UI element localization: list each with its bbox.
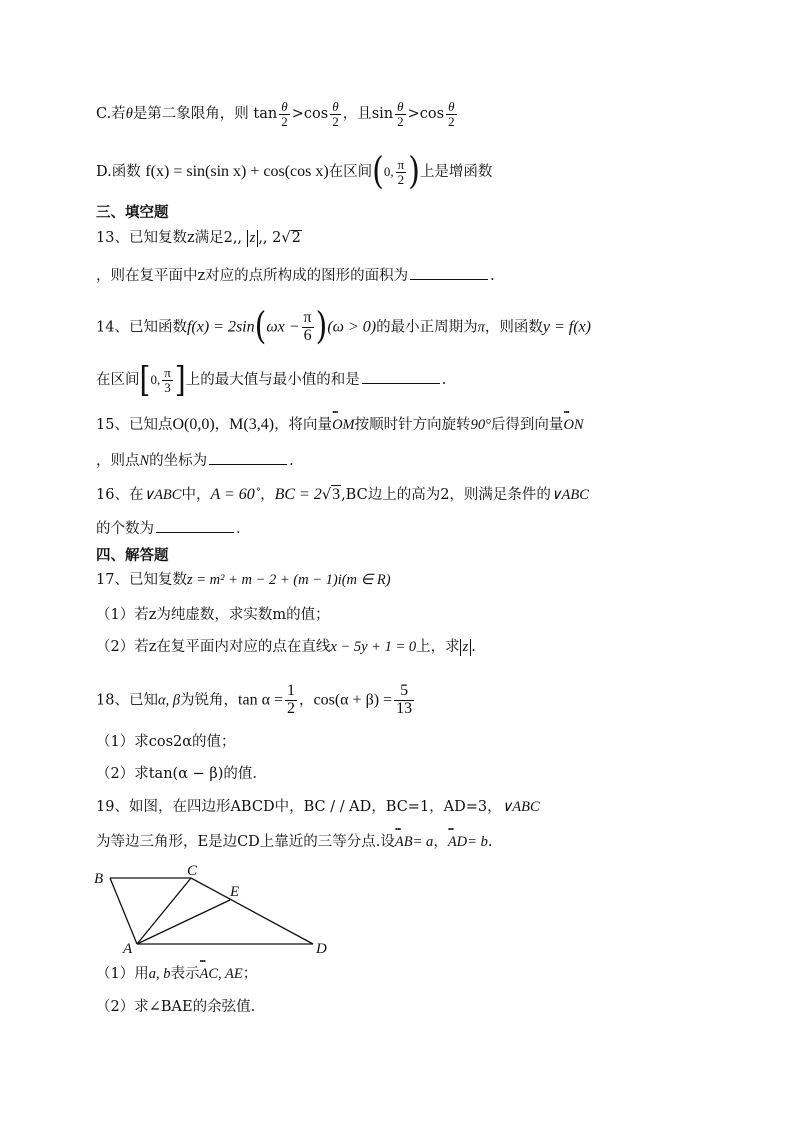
question-19-part1: （1）用a, b表示••• AC, AE； [96, 967, 257, 982]
sin-label: sin [371, 106, 394, 123]
question-16-line2: 的个数为 . [96, 521, 241, 537]
question-15-line2: ，则点N的坐标为 . [96, 453, 294, 469]
label-e: E [230, 884, 240, 900]
question-13: 13、已知复数z满足2,, z ,, 2√2 [96, 230, 301, 246]
answer-blank[interactable] [156, 520, 234, 533]
edge-ab [110, 878, 137, 944]
theta-symbol: θ [125, 106, 133, 123]
question-14: 14、已知函数f(x) = 2sin(ωx − $\frac{\pi}{6}$ )(ω > 0)的最小正周期为π，则函数y = f(x) [96, 304, 591, 349]
label-d: D [316, 941, 327, 956]
quadrilateral-figure [92, 864, 332, 956]
section-title-solutions: 四、解答题 [96, 548, 169, 564]
vector-om: ••• OM [332, 418, 355, 433]
function-expression: f(x) = sin(sin x) + cos(cos x) [145, 163, 329, 180]
tan-label: tan [253, 106, 278, 123]
cos-label: cos [303, 106, 329, 123]
sqrt-2: 2 [291, 230, 301, 246]
vectors-ac-ae: ••• AC, AE [199, 967, 242, 982]
question-19-part2: （2）求∠BAE的余弦值. [96, 999, 256, 1015]
question-13-line2: ，则在复平面中z对应的点所构成的图形的面积为 . [96, 268, 495, 284]
vector-ad: ••• AD [448, 835, 467, 850]
option-d-lead: D.函数 [96, 164, 141, 180]
fraction-theta-2: $\frac{\theta}{2}$ [397, 99, 404, 129]
fraction-pi-2: $\frac{\pi}{2}$ [397, 156, 405, 187]
option-c-lead: C.若 [96, 106, 126, 123]
question-18-part1: （1）求cos2α的值； [96, 734, 236, 750]
label-b: B [94, 871, 104, 887]
answer-blank[interactable] [209, 452, 287, 465]
question-15: 15、已知点O(0,0)，M(3,4)，将向量••• OM按顺时针方向旋转90°后得到向量••• ON [96, 417, 584, 433]
question-19-line2: 为等边三角形，E是边CD上靠近的三等分点.设••• AB= a，••• AD= b. [96, 835, 492, 850]
question-17: 17、已知复数z = m² + m − 2 + (m − 1)i(m ∈ R) [96, 572, 391, 588]
label-c: C [187, 864, 198, 879]
fraction-theta-2: $\frac{\theta}{2}$ [448, 99, 455, 129]
question-14-line2: 在区间[0, $\frac{\pi}{3}$ ]上的最大值与最小值的和是 . [96, 358, 447, 401]
question-17-part2: （2）若z在复平面内对应的点在直线x − 5y + 1 = 0上，求 z . [96, 639, 476, 655]
edge-cd [191, 878, 313, 944]
section-title-fill-in: 三、填空题 [96, 205, 169, 221]
fraction-1-2: $\frac{1}{2}$ [287, 682, 295, 717]
question-19: 19、如图，在四边形ABCD中，BC / / AD，BC=1，AD=3，∨ABC [96, 799, 540, 815]
fraction-5-13: $\frac{5}{13}$ [396, 682, 413, 717]
option-c: C.若θ是第二象限角，则 tan $\frac{\theta}{2}$ >cos $\frac{\theta}{2}$ ，且sin $\frac{\theta}{2}$ >cos $\frac{\theta}{2}$ [96, 99, 455, 129]
segment-ae [137, 900, 230, 944]
fraction-pi-6: $\frac{\pi}{6}$ [303, 309, 312, 344]
question-18: 18、已知α, β为锐角，tan α = $\frac{1}{2}$ ，cos(α + β) = $\frac{5}{13}$ [96, 682, 413, 717]
segment-ac [137, 878, 191, 944]
vector-ab: ••• AB [395, 835, 413, 850]
cos-label: cos [419, 106, 445, 123]
answer-blank[interactable] [362, 371, 440, 384]
label-a: A [123, 941, 133, 956]
question-17-part1: （1）若z为纯虚数，求实数m的值； [96, 607, 330, 623]
option-d: D.函数 f(x) = sin(sin x) + cos(cos x)在区间(0, $\frac{\pi}{2}$ )上是增函数 [96, 149, 493, 194]
option-c-text: 是第二象限角，则 [132, 106, 249, 123]
fraction-theta-2: $\frac{\theta}{2}$ [332, 99, 339, 129]
fraction-pi-3: $\frac{\pi}{3}$ [164, 365, 171, 395]
question-16: 16、在∨ABC中，A = 60˚，BC = 2√3,BC边上的高为2，则满足条件的∨ABC [96, 486, 589, 503]
vector-on: ••• ON [563, 418, 583, 433]
fraction-theta-2: $\frac{\theta}{2}$ [281, 99, 288, 129]
answer-blank[interactable] [410, 267, 488, 280]
abs-z: z [247, 230, 259, 247]
question-18-part2: （2）求tan(α − β)的值. [96, 766, 258, 782]
